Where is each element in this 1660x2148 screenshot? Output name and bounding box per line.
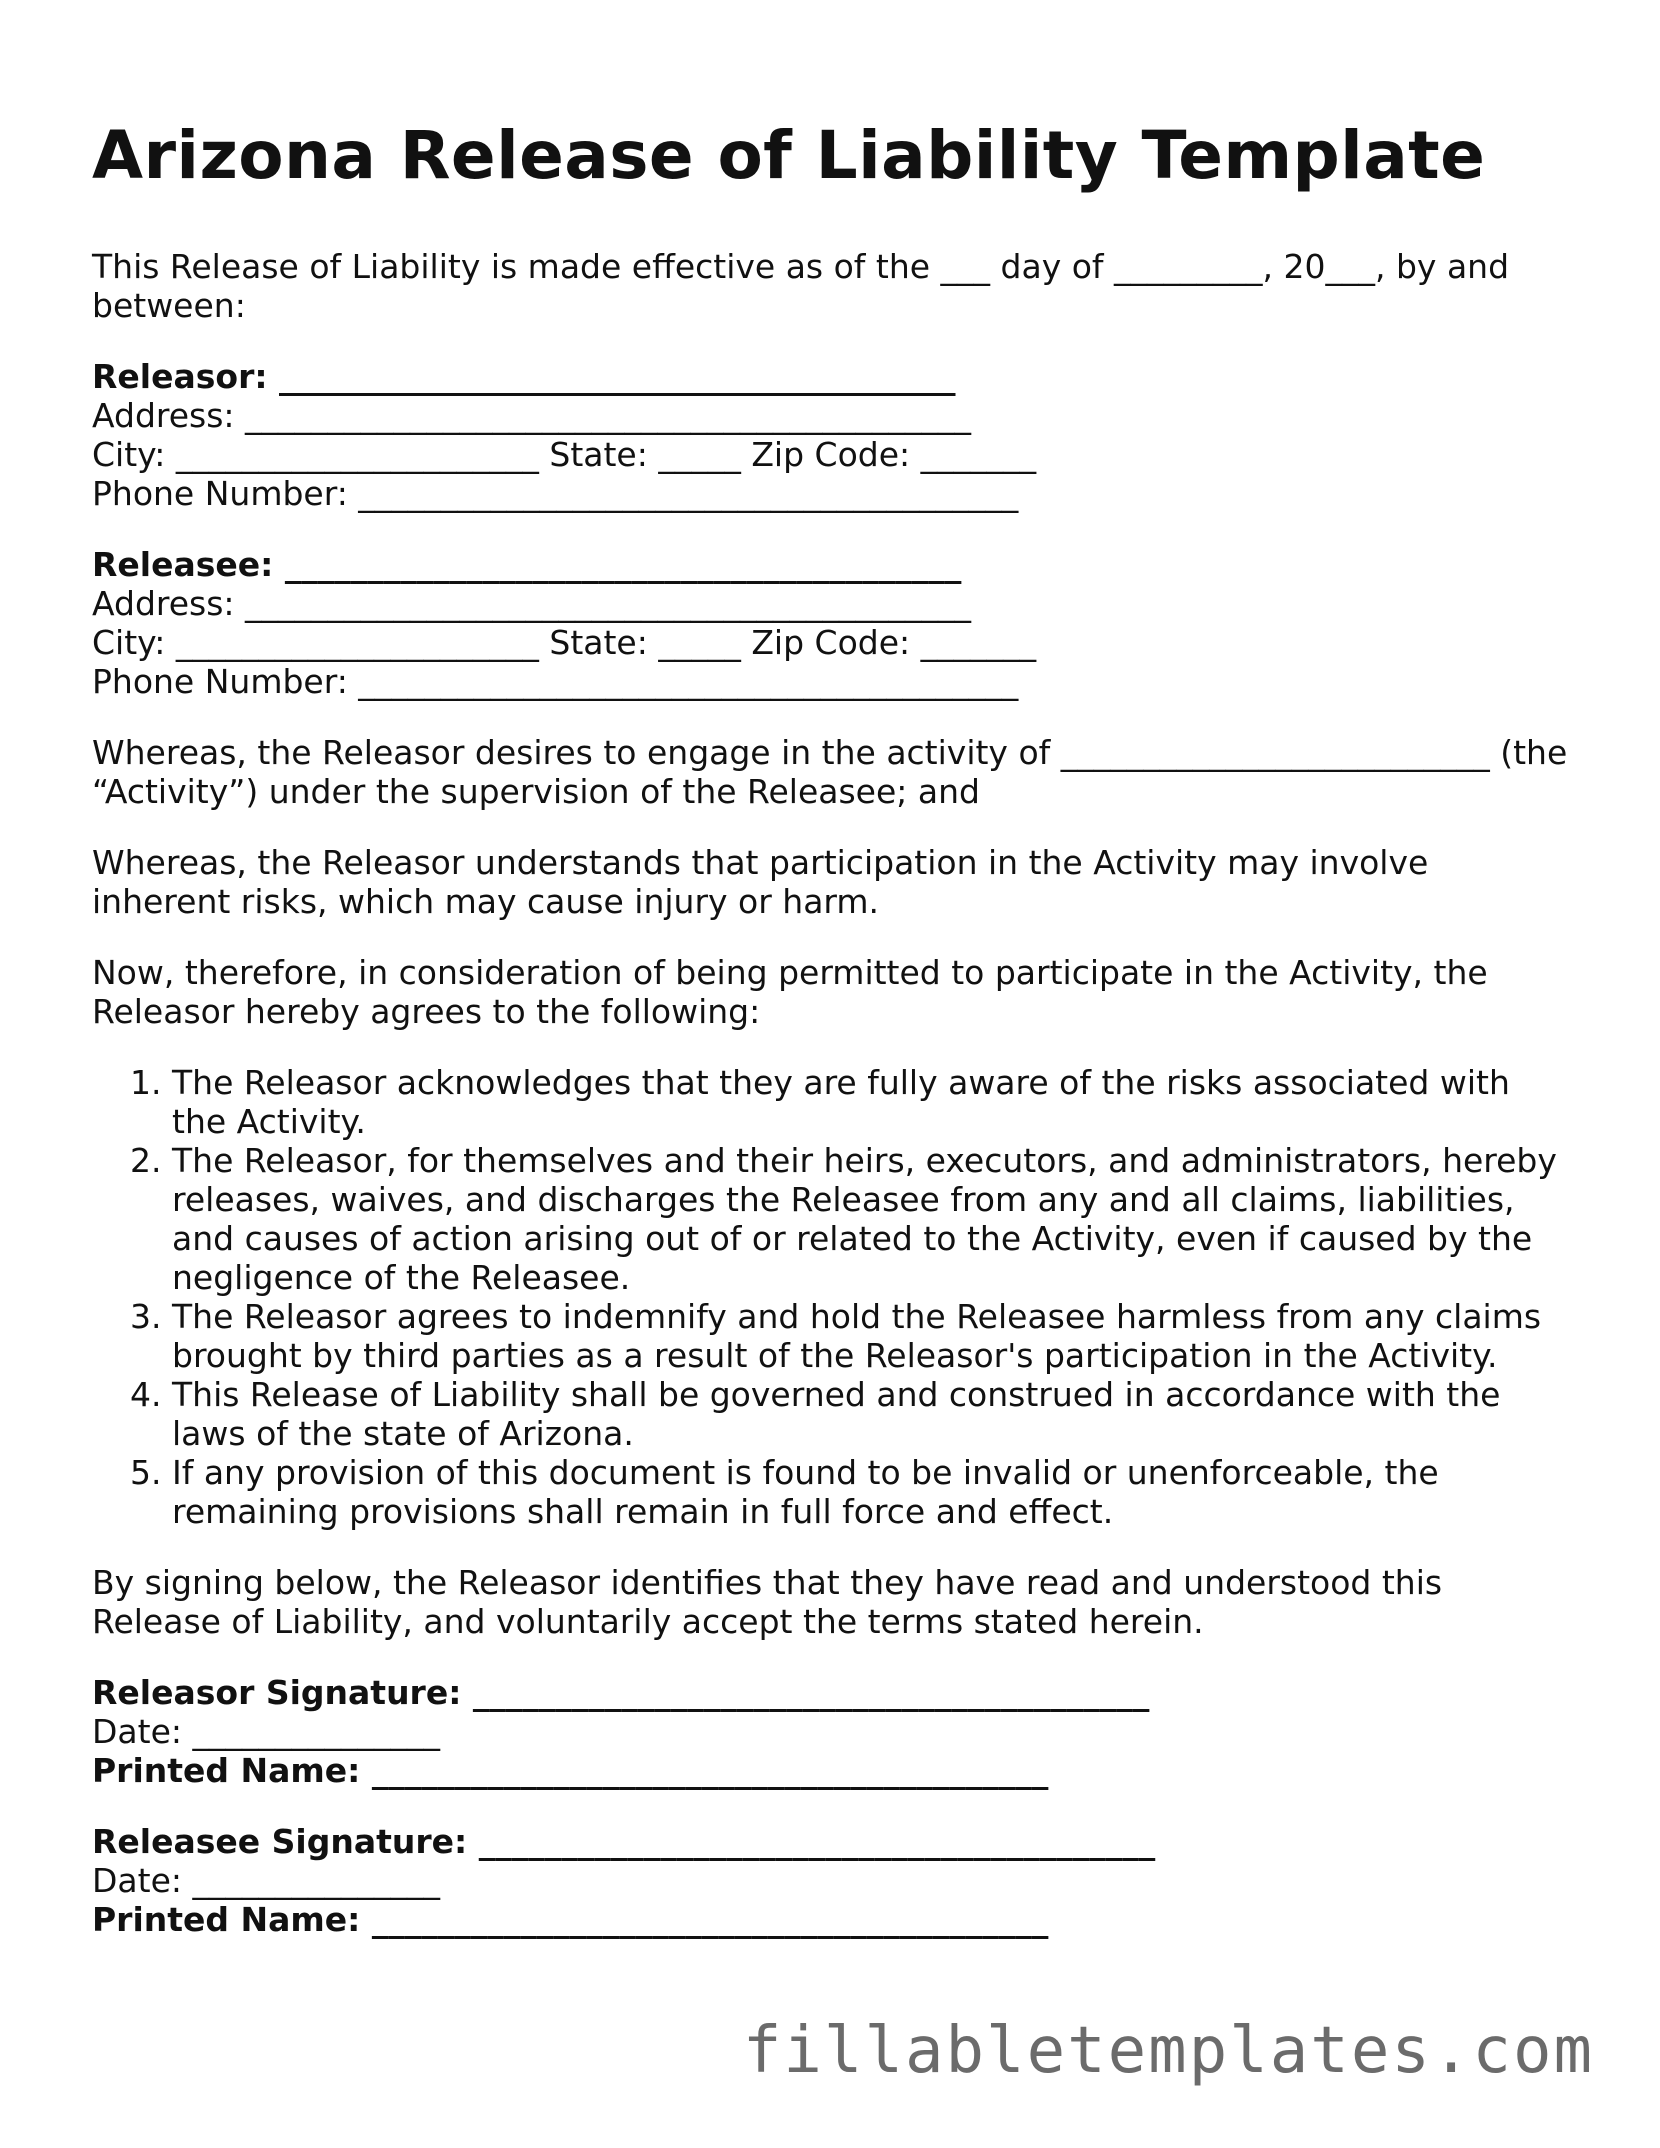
- releasor-printed-name-blank: _________________________________________: [360, 1751, 1049, 1790]
- now-therefore-paragraph: Now, therefore, in consideration of being permitted to participate in the Activity, the Releasor hereby agrees to the following:: [92, 953, 1488, 1031]
- releasor-name-line: [92, 357, 1572, 396]
- releasee-date-line: Date: _______________: [92, 1861, 440, 1900]
- releasor-signature-line: [92, 1673, 1572, 1712]
- releasee-signature-blank: _________________________________________: [467, 1822, 1156, 1861]
- releasor-printed-name-line: [92, 1751, 1572, 1790]
- releasor-city-state-zip-line: City: ______________________ State: _____ Zip Code: _______: [92, 435, 1037, 474]
- releasor-phone-line: Phone Number: ________________________________________: [92, 474, 1019, 513]
- releasor-date-line: Date: _______________: [92, 1712, 440, 1751]
- releasee-name-line: [92, 545, 1572, 584]
- releasee-name-blank: _________________________________________: [273, 545, 962, 584]
- releasee-phone-line: Phone Number: ________________________________________: [92, 662, 1019, 701]
- list-item: 4. This Release of Liability shall be governed and construed in accordance with the laws of the state of Arizona.: [172, 1375, 1572, 1453]
- releasor-address-line: Address: ____________________________________________: [92, 396, 972, 435]
- watermark: fillabletemplates.com: [742, 2014, 1594, 2088]
- whereas-risks-paragraph: Whereas, the Releasor understands that participation in the Activity may involve inherent risks, which may cause injury or harm.: [92, 843, 1429, 921]
- releasee-printed-name-blank: _________________________________________: [360, 1900, 1049, 1939]
- releasor-signature-block: [92, 1673, 1572, 1790]
- releasee-printed-name-line: [92, 1900, 1572, 1939]
- releasor-signature-blank: _________________________________________: [461, 1673, 1150, 1712]
- releasor-name-blank: _________________________________________: [267, 357, 956, 396]
- whereas-activity-paragraph: Whereas, the Releasor desires to engage in the activity of __________________________ (the “Activity”) under the supervision of the Releasee; and: [92, 733, 1568, 811]
- closing-paragraph: By signing below, the Releasor identifies that they have read and understood this Release of Liability, and voluntarily accept the terms stated herein.: [92, 1563, 1443, 1641]
- releasee-address-line: Address: ____________________________________________: [92, 584, 972, 623]
- document-title: Arizona Release of Liability Template: [92, 117, 1486, 194]
- list-item: 1. The Releasor acknowledges that they are fully aware of the risks associated with the Activity.: [172, 1063, 1572, 1141]
- releasor-signature-label: Releasor Signature:: [92, 1673, 462, 1712]
- releasee-signature-block: [92, 1822, 1572, 1939]
- releasee-printed-name-label: Printed Name:: [92, 1900, 361, 1939]
- releasor-printed-name-label: Printed Name:: [92, 1751, 361, 1790]
- releasee-city-state-zip-line: City: ______________________ State: _____ Zip Code: _______: [92, 623, 1037, 662]
- terms-list: [92, 1063, 1572, 1531]
- document-page: [92, 118, 1572, 1971]
- releasee-label: Releasee:: [92, 545, 274, 584]
- releasor-info-block: [92, 357, 1572, 513]
- releasee-signature-line: [92, 1822, 1572, 1861]
- intro-paragraph: This Release of Liability is made effective as of the ___ day of _________, 20___, by and between:: [92, 247, 1510, 325]
- releasee-info-block: [92, 545, 1572, 701]
- list-item: 2. The Releasor, for themselves and their heirs, executors, and administrators, hereby releases, waives, and discharges the Releasee from any and all claims, liabilities, and causes of action arising out of or related to the Activity, even if caused by the negligence of the Releasee.: [172, 1141, 1572, 1297]
- list-item: 3. The Releasor agrees to indemnify and hold the Releasee harmless from any claims brought by third parties as a result of the Releasor's participation in the Activity.: [172, 1297, 1572, 1375]
- releasor-label: Releasor:: [92, 357, 268, 396]
- list-item: 5. If any provision of this document is found to be invalid or unenforceable, the remaining provisions shall remain in full force and effect.: [172, 1453, 1572, 1531]
- releasee-signature-label: Releasee Signature:: [92, 1822, 468, 1861]
